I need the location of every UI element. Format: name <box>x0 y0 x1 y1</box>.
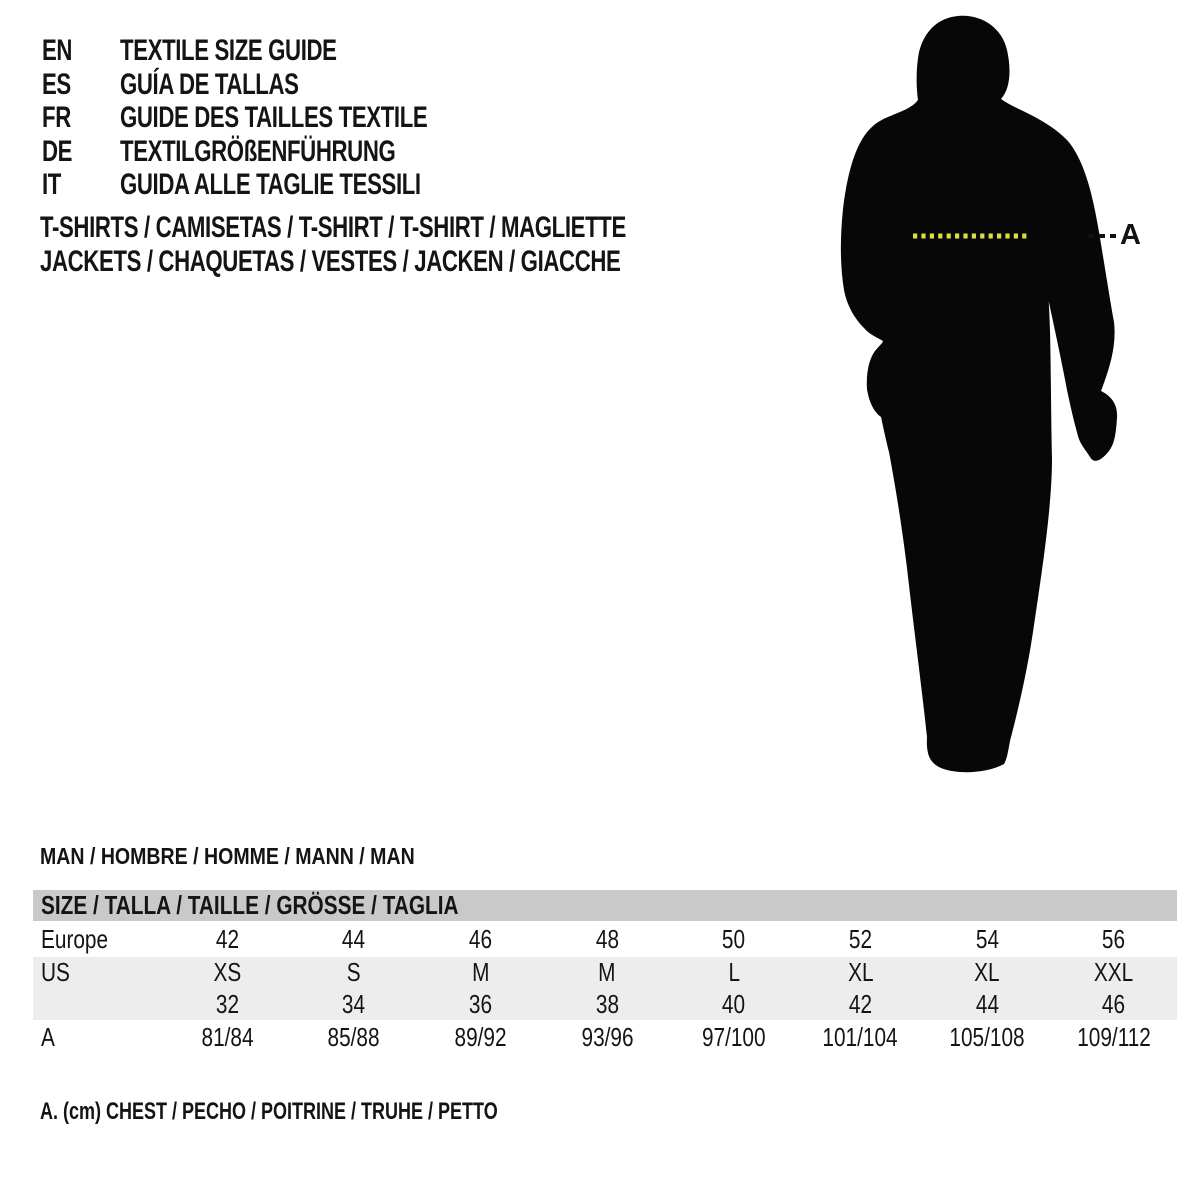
language-title: TEXTILE SIZE GUIDE <box>120 34 337 67</box>
man-silhouette-svg <box>830 0 1170 800</box>
cell-value: 50 <box>722 923 746 954</box>
language-row-it <box>42 168 535 202</box>
table-row-unlabeled <box>33 988 1177 1020</box>
cell-value: 44 <box>342 923 366 954</box>
cell-value: XL <box>974 957 1000 987</box>
cell-value: 44 <box>975 988 999 1019</box>
cell-value: 46 <box>468 923 493 954</box>
cell-value: 97/100 <box>702 1022 766 1052</box>
category-line-jackets: JACKETS / CHAQUETAS / VESTES / JACKEN / GIACCHE <box>40 245 621 278</box>
cell-value: 36 <box>468 988 493 1019</box>
table-row-chest-a <box>33 1020 1177 1055</box>
table-row-europe <box>33 921 1177 957</box>
row-label: US <box>41 957 70 987</box>
cell-value: 42 <box>215 923 239 954</box>
cell-value: XXL <box>1094 957 1134 987</box>
cell-value: 105/108 <box>949 1022 1025 1052</box>
section-title-man: MAN / HOMBRE / HOMME / MANN / MAN <box>40 843 415 869</box>
cell-value: 81/84 <box>201 1022 254 1052</box>
cell-value: 32 <box>215 988 239 1019</box>
cell-value: 42 <box>848 988 872 1019</box>
language-list <box>42 34 535 202</box>
language-row-fr <box>42 101 535 135</box>
table-row-us <box>33 957 1177 988</box>
cell-value: 56 <box>1102 923 1126 954</box>
cell-value: L <box>728 957 740 987</box>
cell-value: 48 <box>595 923 619 954</box>
language-code: EN <box>42 34 73 67</box>
cell-value: S <box>347 957 361 987</box>
language-title: GUÍA DE TALLAS <box>120 67 299 101</box>
cell-value: 101/104 <box>822 1022 899 1052</box>
language-title: TEXTILGRÖßENFÜHRUNG <box>120 134 396 168</box>
language-code: DE <box>42 134 73 168</box>
language-title: GUIDE DES TAILLES TEXTILE <box>120 101 428 134</box>
cell-value: M <box>598 957 616 987</box>
language-row-en <box>42 34 535 68</box>
measurement-footnote: A. (cm) CHEST / PECHO / POITRINE / TRUHE / PETTO <box>40 1098 498 1125</box>
row-label: A <box>41 1022 55 1052</box>
language-row-es <box>42 68 535 102</box>
measure-label-a: A <box>1120 219 1141 251</box>
category-list <box>40 211 832 279</box>
language-row-de <box>42 135 535 169</box>
cell-value: 46 <box>1102 988 1126 1019</box>
cell-value: XS <box>213 957 242 987</box>
cell-value: 40 <box>722 988 746 1019</box>
man-silhouette-figure <box>830 0 1170 800</box>
cell-value: 34 <box>342 988 366 1019</box>
man-silhouette-shape <box>841 16 1117 772</box>
row-label: Europe <box>41 923 109 954</box>
cell-value: M <box>471 957 490 987</box>
size-table <box>33 890 1177 1055</box>
cell-value: 85/88 <box>327 1022 380 1052</box>
cell-value: 93/96 <box>581 1022 634 1052</box>
language-code: ES <box>42 67 71 101</box>
cell-value: 38 <box>595 988 619 1019</box>
cell-value: 109/112 <box>1076 1022 1151 1052</box>
cell-value: 54 <box>975 923 999 954</box>
cell-value: XL <box>847 957 874 987</box>
language-code: IT <box>42 168 61 201</box>
category-line-tshirts: T-SHIRTS / CAMISETAS / T-SHIRT / T-SHIRT / MAGLIETTE <box>40 211 626 244</box>
cell-value: 89/92 <box>454 1022 507 1052</box>
cell-value: 52 <box>848 923 872 954</box>
language-title: GUIDA ALLE TAGLIE TESSILI <box>120 168 421 201</box>
size-table-header: SIZE / TALLA / TAILLE / GRÖSSE / TAGLIA <box>33 890 1177 921</box>
language-code: FR <box>42 101 71 134</box>
